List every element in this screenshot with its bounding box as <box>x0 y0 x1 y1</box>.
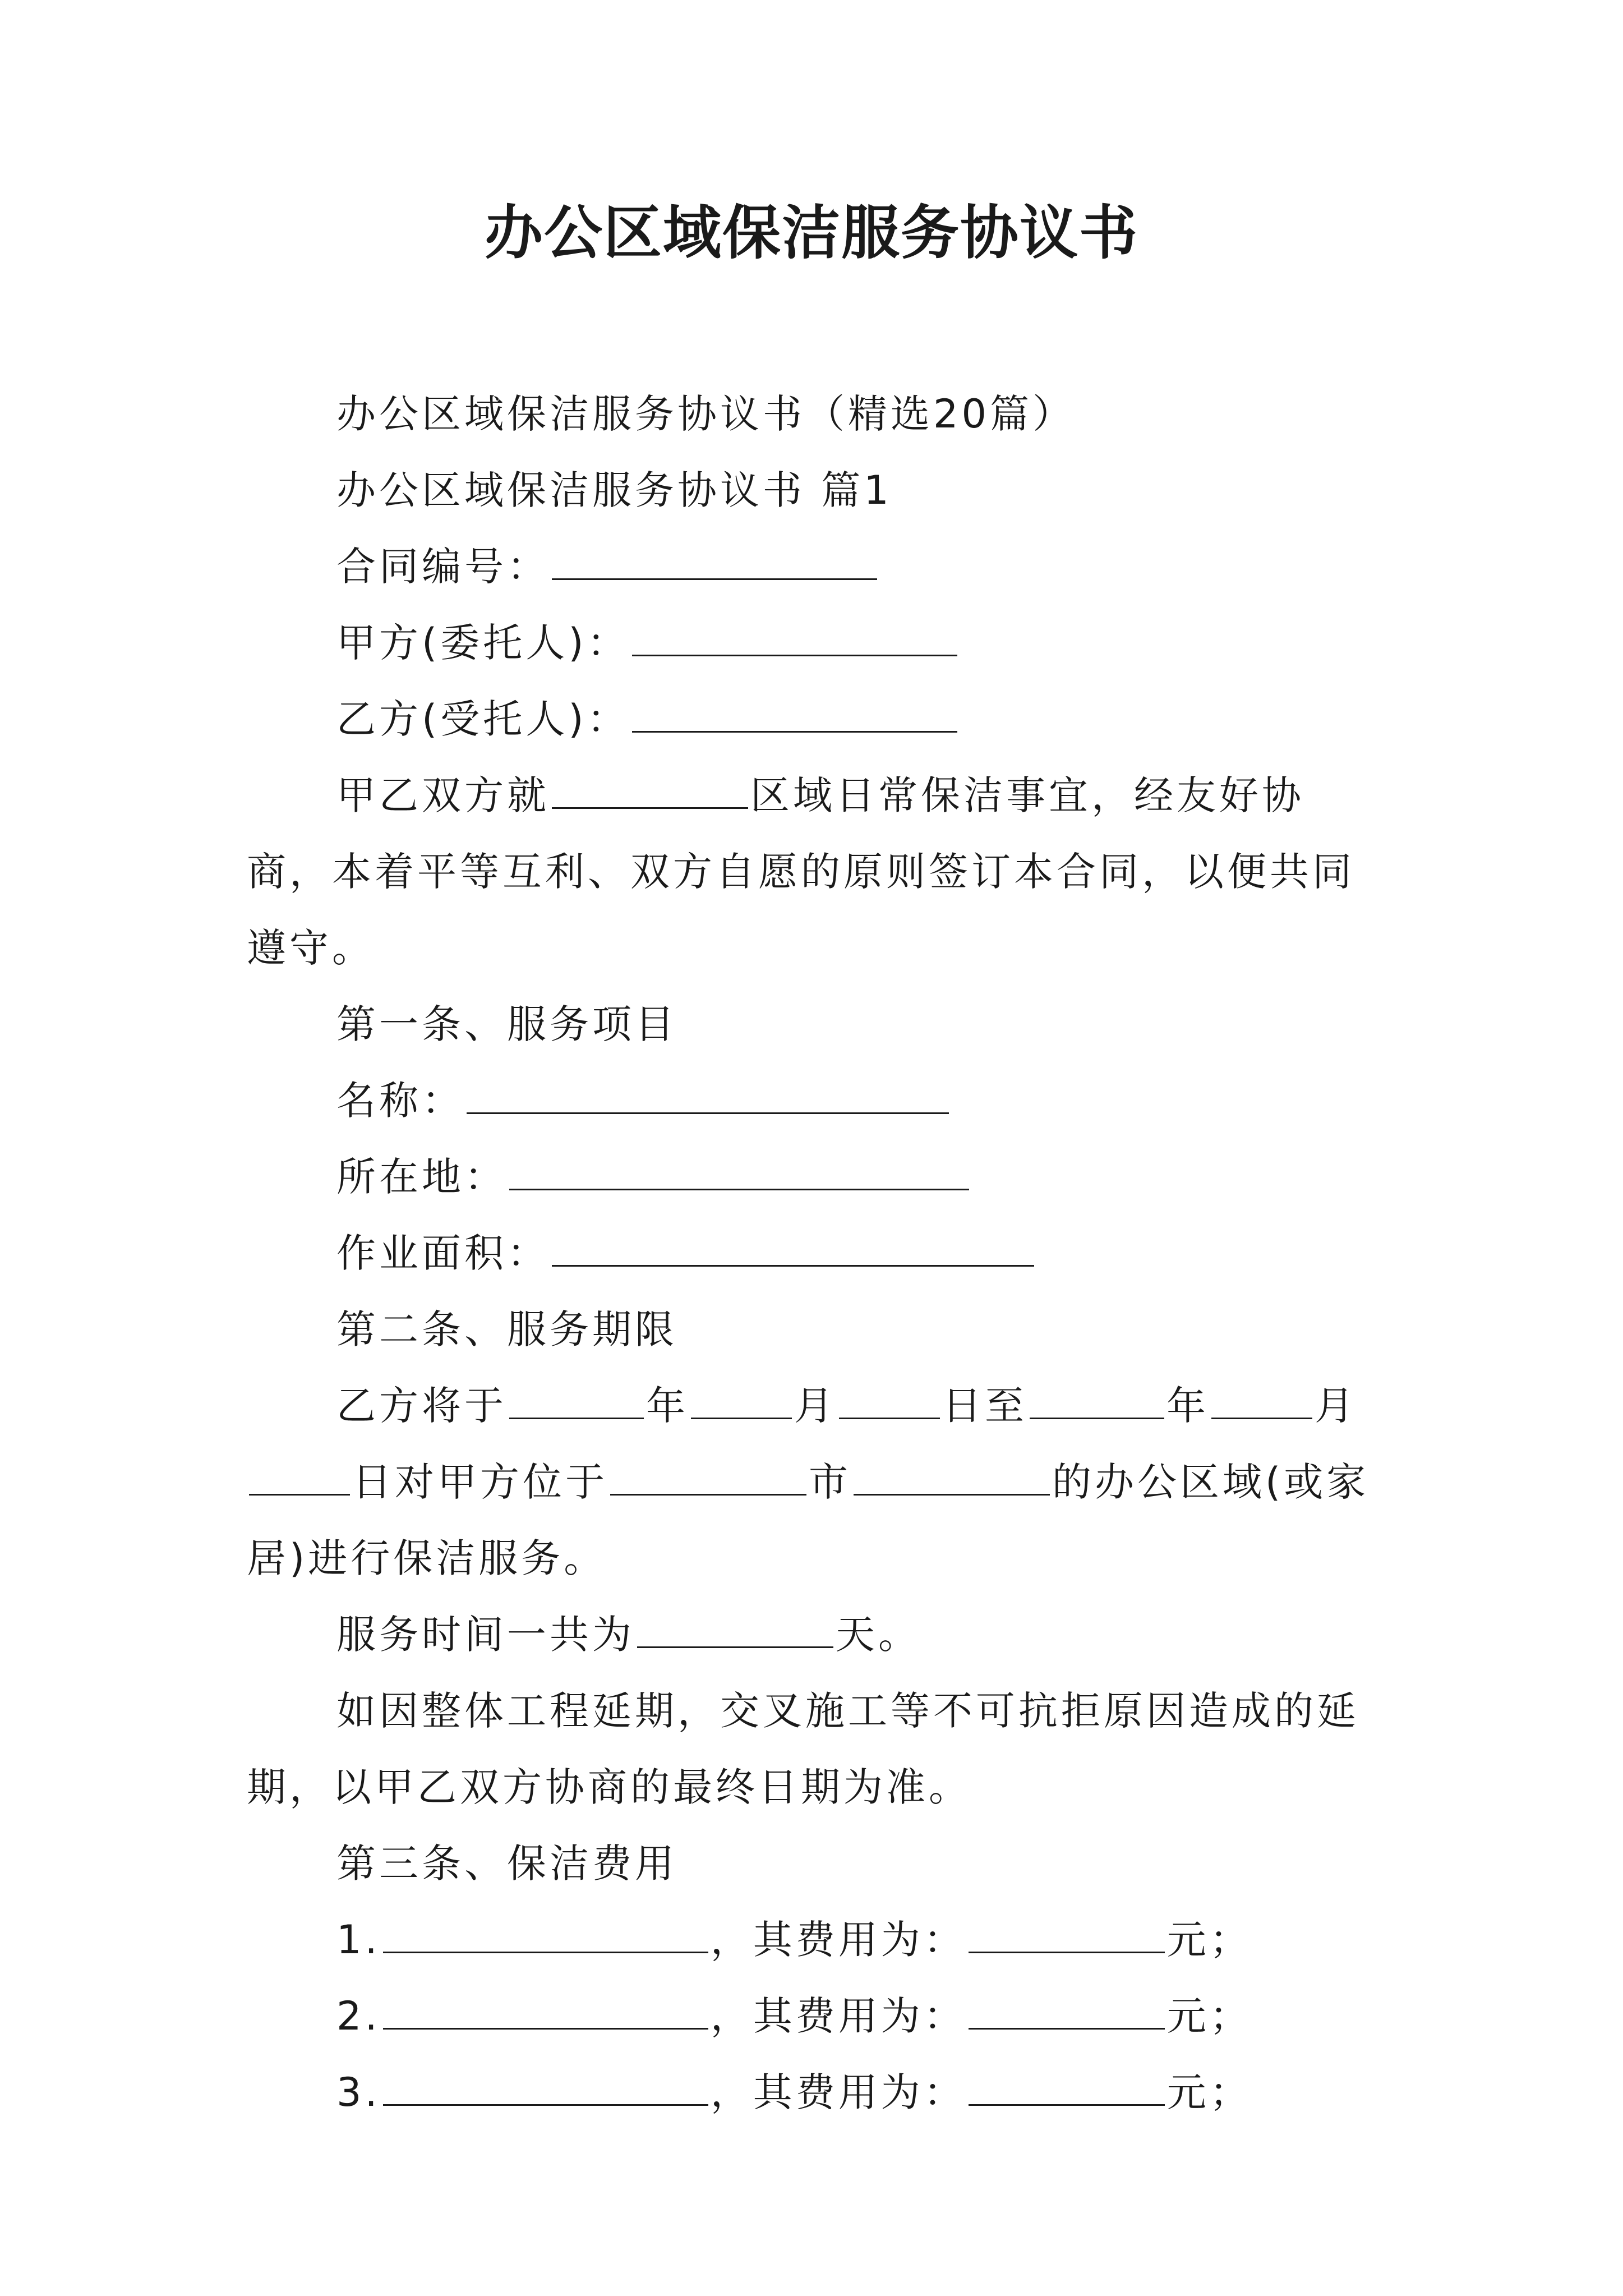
end-day-blank <box>249 1455 350 1496</box>
name-line <box>247 1062 1385 1139</box>
start-day-blank <box>839 1378 940 1419</box>
party-a-blank <box>632 615 957 656</box>
fee-amount-blank <box>969 1912 1165 1953</box>
article-1-text: 第一条、服务项目 <box>336 1001 677 1047</box>
area-label: 作业面积： <box>336 1230 550 1276</box>
fee-item-unit: 元； <box>1166 2069 1252 2115</box>
document-title: 办公区域保洁服务协议书 <box>484 198 1138 267</box>
intro-part-a: 甲乙双方就 <box>336 772 550 818</box>
start-month-label: 月 <box>794 1383 837 1429</box>
fee-item-number: 3. <box>336 2069 381 2115</box>
party-b-line <box>247 681 1385 757</box>
area-blank <box>552 1226 1034 1267</box>
fee-item-blank <box>383 1912 708 1953</box>
fee-item-number: 2. <box>336 1993 381 2039</box>
fee-item-unit: 元； <box>1166 1917 1252 1963</box>
fee-amount-blank <box>969 2065 1165 2106</box>
city-blank <box>610 1455 806 1496</box>
intro-part-b: 区域日常保洁事宜，经友好协商，本着平等互利、双方自愿的原则签订本合同，以便共同遵守。 <box>247 772 1355 971</box>
subtitle <box>247 376 1385 452</box>
start-year-blank <box>509 1378 644 1419</box>
city-label: 市 <box>809 1459 851 1505</box>
day-to-label: 日至 <box>942 1383 1027 1429</box>
contract-no-label: 合同编号： <box>336 544 550 590</box>
end-month-label: 月 <box>1315 1383 1357 1429</box>
fee-item-mid: ，其费用为： <box>710 2069 966 2115</box>
start-month-blank <box>691 1378 792 1419</box>
party-a-line <box>247 605 1385 681</box>
section-title-text: 办公区域保洁服务协议书 篇1 <box>336 467 892 513</box>
start-year-label: 年 <box>646 1383 689 1429</box>
name-label: 名称： <box>336 1078 464 1124</box>
duration-text-a: 服务时间一共为 <box>336 1612 635 1658</box>
article-2-text: 第二条、服务期限 <box>336 1306 677 1352</box>
end-year-label: 年 <box>1166 1383 1209 1429</box>
fee-item <box>247 1978 1385 2054</box>
fee-item-unit: 元； <box>1166 1993 1252 2039</box>
fee-item <box>247 1902 1385 1978</box>
article-1-heading <box>247 986 1385 1062</box>
fee-amount-blank <box>969 1989 1165 2030</box>
party-b-blank <box>632 692 957 733</box>
party-a-label: 甲方(委托人)： <box>336 620 630 666</box>
name-blank <box>467 1073 949 1114</box>
duration-line <box>247 1596 1385 1673</box>
article-2-heading <box>247 1291 1385 1368</box>
intro-paragraph <box>247 757 1385 986</box>
office-blank <box>854 1455 1050 1496</box>
period-start-text: 乙方将于 <box>336 1383 507 1429</box>
duration-blank <box>637 1607 833 1648</box>
day-at-label: 日对甲方位于 <box>352 1459 608 1505</box>
end-month-blank <box>1211 1378 1312 1419</box>
contract-no-line <box>247 528 1385 605</box>
area-line <box>247 1215 1385 1291</box>
document-body <box>247 376 1385 2131</box>
delay-text: 如因整体工程延期，交叉施工等不可抗拒原因造成的延期，以甲乙双方协商的最终日期为准。 <box>247 1688 1359 1810</box>
end-year-blank <box>1030 1378 1164 1419</box>
location-line <box>247 1139 1385 1215</box>
section-title <box>247 452 1385 528</box>
period-paragraph <box>247 1368 1385 1596</box>
fee-item-blank <box>383 2065 708 2106</box>
location-label: 所在地： <box>336 1154 507 1200</box>
fee-item-mid: ，其费用为： <box>710 1917 966 1963</box>
duration-text-b: 天。 <box>836 1612 921 1658</box>
period-end-text: 的办公区域(或家居)进行保洁服务。 <box>247 1459 1370 1581</box>
party-b-label: 乙方(受托人)： <box>336 696 630 742</box>
article-3-text: 第三条、保洁费用 <box>336 1841 677 1887</box>
fee-item-blank <box>383 1989 708 2030</box>
delay-paragraph <box>247 1673 1385 1825</box>
intro-blank <box>552 768 748 809</box>
fee-item-mid: ，其费用为： <box>710 1993 966 2039</box>
fee-item-number: 1. <box>336 1917 381 1963</box>
article-3-heading <box>247 1825 1385 1902</box>
subtitle-text: 办公区域保洁服务协议书（精选20篇） <box>336 391 1076 437</box>
contract-no-blank <box>552 539 877 580</box>
location-blank <box>509 1149 969 1190</box>
fee-item <box>247 2054 1385 2131</box>
